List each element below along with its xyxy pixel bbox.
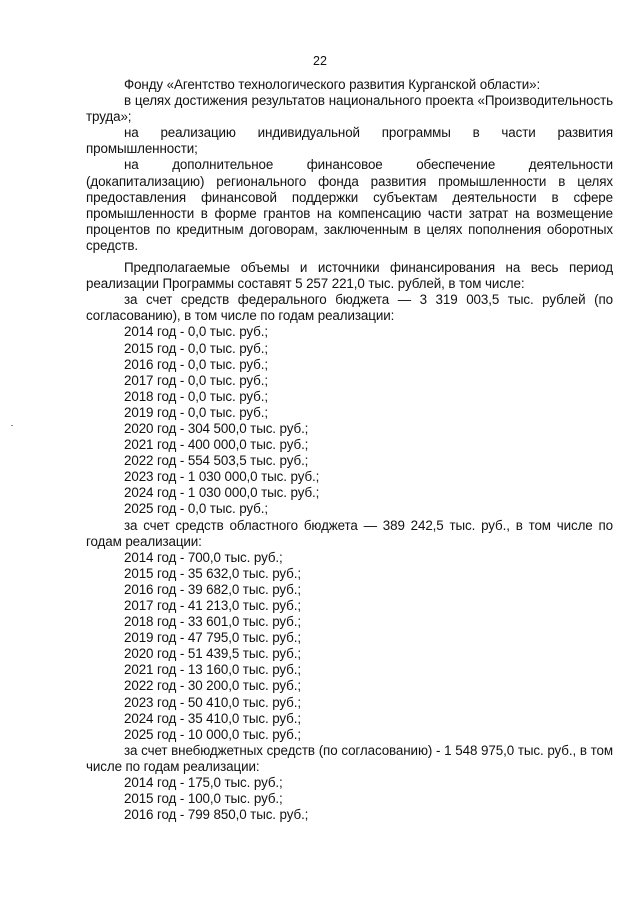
regional-years-list bbox=[86, 550, 613, 743]
financing-paragraph: Предполагаемые объемы и источники финансирования на весь период реализации Программы составят 5 257 221,0 тыс. рублей, в том числе: bbox=[86, 260, 613, 292]
document-body bbox=[86, 77, 613, 823]
year-line: 2020 год - 51 439,5 тыс. руб.; bbox=[124, 646, 301, 662]
year-line: 2018 год - 33 601,0 тыс. руб.; bbox=[124, 614, 301, 630]
intro-paragraph: Фонду «Агентство технологического развития Курганской области»: bbox=[124, 77, 541, 92]
year-line: 2015 год - 100,0 тыс. руб.; bbox=[124, 791, 283, 807]
year-line: 2025 год - 0,0 тыс. руб.; bbox=[124, 501, 268, 517]
year-line: 2014 год - 175,0 тыс. руб.; bbox=[124, 775, 283, 791]
year-line: 2016 год - 0,0 тыс. руб.; bbox=[124, 356, 268, 372]
year-line: 2022 год - 30 200,0 тыс. руб.; bbox=[124, 678, 301, 694]
regional-budget-heading: за счет средств областного бюджета — 389 242,5 тыс. руб., в том числе по годам реализации: bbox=[86, 517, 613, 549]
page-number: 22 bbox=[313, 54, 327, 68]
year-line: 2020 год - 304 500,0 тыс. руб.; bbox=[124, 420, 309, 436]
year-line: 2024 год - 1 030 000,0 тыс. руб.; bbox=[124, 485, 320, 501]
year-line: 2017 год - 41 213,0 тыс. руб.; bbox=[124, 598, 301, 613]
scan-speck bbox=[11, 425, 13, 426]
year-line: 2022 год - 554 503,5 тыс. руб.; bbox=[124, 453, 309, 469]
extrabudgetary-years-list bbox=[86, 775, 613, 823]
year-line: 2021 год - 400 000,0 тыс. руб.; bbox=[124, 437, 309, 453]
year-line: 2017 год - 0,0 тыс. руб.; bbox=[124, 372, 268, 388]
year-line: 2019 год - 0,0 тыс. руб.; bbox=[124, 404, 268, 420]
year-line: 2014 год - 0,0 тыс. руб.; bbox=[124, 324, 268, 340]
year-line: 2018 год - 0,0 тыс. руб.; bbox=[124, 388, 268, 404]
year-line: 2014 год - 700,0 тыс. руб.; bbox=[124, 549, 283, 565]
year-line: 2019 год - 47 795,0 тыс. руб.; bbox=[124, 630, 301, 646]
year-line: 2015 год - 35 632,0 тыс. руб.; bbox=[124, 565, 301, 581]
year-line: 2023 год - 50 410,0 тыс. руб.; bbox=[124, 694, 301, 710]
purpose-item: на реализацию индивидуальной программы в части развития промышленности; bbox=[86, 125, 613, 157]
federal-budget-heading: за счет средств федерального бюджета — 3 319 003,5 тыс. рублей (по согласованию), в том числе по годам реализации: bbox=[86, 292, 613, 324]
year-line: 2015 год - 0,0 тыс. руб.; bbox=[124, 340, 268, 356]
extrabudgetary-heading: за счет внебюджетных средств (по согласованию) - 1 548 975,0 тыс. руб., в том числе по годам реализации: bbox=[86, 742, 613, 774]
year-line: 2016 год - 39 682,0 тыс. руб.; bbox=[124, 581, 301, 597]
year-line: 2023 год - 1 030 000,0 тыс. руб.; bbox=[124, 469, 320, 485]
purpose-item: в целях достижения результатов национального проекта «Производительность труда»; bbox=[86, 93, 613, 125]
federal-years-list bbox=[86, 324, 613, 517]
year-line: 2021 год - 13 160,0 тыс. руб.; bbox=[124, 662, 301, 678]
year-line: 2016 год - 799 850,0 тыс. руб.; bbox=[124, 807, 309, 823]
year-line: 2024 год - 35 410,0 тыс. руб.; bbox=[124, 710, 301, 726]
year-line: 2025 год - 10 000,0 тыс. руб.; bbox=[124, 726, 301, 742]
purpose-item: на дополнительное финансовое обеспечение деятельности (докапитализацию) регионального фонда развития промышленности в целях предоставления финансовой поддержки субъектам деятельности в сфере промышленности в форме грантов на компенсацию части затрат на возмещение процентов по кредитным договорам, заключенным в целях пополнения оборотных средств. bbox=[86, 157, 613, 253]
